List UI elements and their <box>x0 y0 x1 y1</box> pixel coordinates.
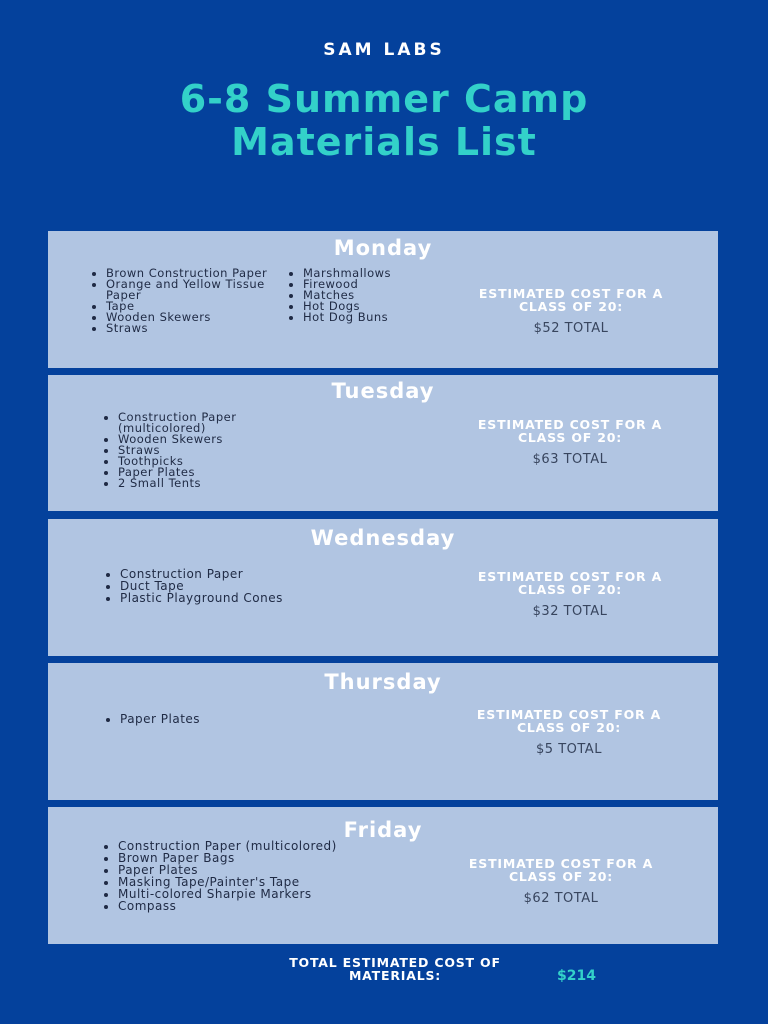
day-card-friday <box>48 807 718 944</box>
list-item: • Paper Plates <box>118 864 408 876</box>
brand-name: SAM LABS <box>323 40 445 60</box>
cost-label: ESTIMATED COST FOR A CLASS OF 20: <box>476 707 662 735</box>
cost-block <box>455 418 685 467</box>
day-title: Monday <box>333 236 433 260</box>
list-item: • Construction Paper (multicolored) <box>118 412 298 434</box>
list-item: • Wooden Skewers <box>106 312 276 323</box>
list-item: • Toothpicks <box>118 456 298 467</box>
cost-label: ESTIMATED COST FOR A CLASS OF 20: <box>477 417 663 445</box>
list-item: • Masking Tape/Painter's Tape <box>118 876 408 888</box>
list-item: • Duct Tape <box>120 580 310 592</box>
materials-list <box>283 268 473 323</box>
list-item: • Multi-colored Sharpie Markers <box>118 888 408 900</box>
cost-block <box>456 287 686 336</box>
list-item: • 2 Small Tents <box>118 478 298 489</box>
list-item: • Firewood <box>303 279 473 290</box>
list-item: • Straws <box>106 323 276 334</box>
list-item: • Paper Plates <box>118 467 298 478</box>
list-item: • Construction Paper (multicolored) <box>118 840 408 852</box>
day-card-tuesday <box>48 375 718 511</box>
list-item: • Tape <box>106 301 276 312</box>
total-value: $214 <box>557 968 596 984</box>
cost-label: ESTIMATED COST FOR A CLASS OF 20: <box>478 286 664 314</box>
materials-list <box>98 840 408 912</box>
day-title: Wednesday <box>310 526 456 550</box>
list-item: • Compass <box>118 900 408 912</box>
list-item: • Hot Dogs <box>303 301 473 312</box>
list-item: • Marshmallows <box>303 268 473 279</box>
cost-value: $63 TOTAL <box>532 452 608 467</box>
cost-value: $52 TOTAL <box>533 321 609 336</box>
materials-list <box>100 568 310 604</box>
list-item: • Matches <box>303 290 473 301</box>
list-item: • Wooden Skewers <box>118 434 298 445</box>
cost-label: ESTIMATED COST FOR A CLASS OF 20: <box>468 856 654 884</box>
cost-value: $32 TOTAL <box>532 604 608 619</box>
page-title: 6-8 Summer Camp Materials List <box>179 77 589 164</box>
list-item: • Construction Paper <box>120 568 310 580</box>
list-item: • Straws <box>118 445 298 456</box>
list-item: • Hot Dog Buns <box>303 312 473 323</box>
list-item: • Plastic Playground Cones <box>120 592 310 604</box>
materials-list <box>100 714 300 725</box>
day-title: Tuesday <box>331 379 435 403</box>
list-item: • Brown Construction Paper <box>106 268 276 279</box>
day-card-wednesday <box>48 519 718 656</box>
list-item: • Orange and Yellow Tissue Paper <box>106 279 276 301</box>
cost-label: ESTIMATED COST FOR A CLASS OF 20: <box>477 569 663 597</box>
day-title: Friday <box>343 818 423 842</box>
list-item: • Paper Plates <box>120 714 300 725</box>
day-title: Thursday <box>324 670 442 694</box>
list-item: • Brown Paper Bags <box>118 852 408 864</box>
total-label: TOTAL ESTIMATED COST OF MATERIALS: <box>289 955 501 983</box>
day-card-thursday <box>48 663 718 800</box>
materials-list <box>86 268 276 334</box>
cost-value: $62 TOTAL <box>523 891 599 906</box>
cost-block <box>455 570 685 619</box>
materials-list <box>98 412 298 489</box>
cost-block <box>446 857 676 906</box>
day-card-monday <box>48 231 718 368</box>
cost-value: $5 TOTAL <box>536 742 602 757</box>
cost-block <box>454 708 684 757</box>
